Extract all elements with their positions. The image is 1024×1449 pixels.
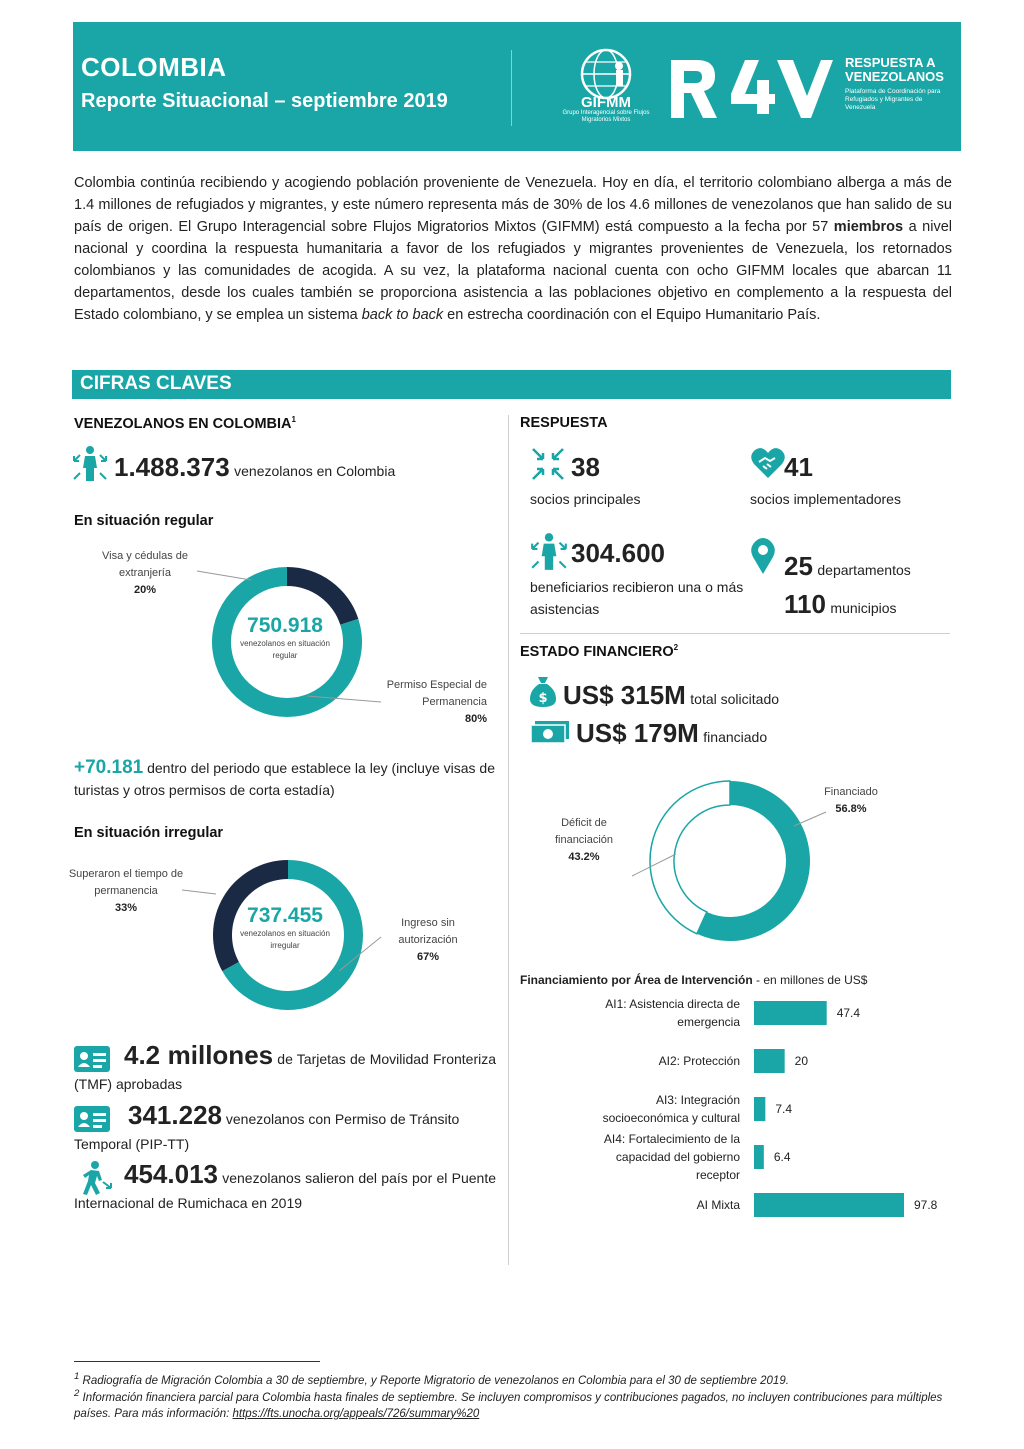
pip-block (74, 1100, 496, 1157)
extra-regular-value: +70.181 (74, 757, 144, 778)
regular-pep-pct: 80% (464, 713, 487, 725)
person-arrows-icon (72, 443, 108, 483)
intro-bold: miembros (833, 219, 904, 235)
socios-impl-label: socios implementadores (750, 491, 901, 507)
bar-value-label-2: 7.4 (775, 1102, 793, 1116)
bar-category-label-3: AI4: Fortalecimiento de la (603, 1132, 740, 1146)
map-pin-icon (750, 537, 776, 575)
intro-italic: back to back (361, 307, 444, 323)
financiado (576, 718, 767, 749)
funding-financiado-pct: 56.8% (835, 803, 867, 815)
leader-line (305, 693, 385, 707)
departamentos-value: 25 (784, 551, 813, 581)
financial-heading (520, 643, 678, 660)
irregular-donut-center (230, 904, 340, 952)
funding-deficit-pct: 43.2% (568, 851, 600, 863)
intro-paragraph (74, 172, 952, 326)
footnote-ref-2: 2 (673, 643, 679, 652)
bar-1 (754, 1049, 785, 1073)
beneficiarios-label: beneficiarios recibieron una o más asistencias (530, 579, 744, 617)
bar-0 (754, 1001, 827, 1025)
total-venezolanos-value: 1.488.373 (114, 452, 230, 482)
irregular-superaron-label: Superaron el tiempo de permanencia (68, 868, 184, 897)
departamentos (784, 551, 911, 582)
regular-visa-pct: 20% (133, 584, 157, 596)
page-title: COLOMBIA (81, 52, 227, 82)
financial-heading-text: ESTADO FINANCIERO (520, 643, 674, 660)
funding-bar-chart (520, 995, 950, 1235)
bar-category-label-3: capacidad del gobierno (615, 1150, 740, 1164)
bar-value-label-3: 6.4 (773, 1150, 791, 1164)
bar-category-label-4: AI Mixta (696, 1198, 740, 1212)
beneficiarios-value: 304.600 (571, 538, 665, 568)
footnote-2: $^2$ Información financiera parcial para Colombia hasta finales de septiembre. Se incluyen compromisos y contribuciones pagados, no incluyen contribuciones para múltiples países. Para más información: https://fts.unocha.org/appeals/726/summary%20 (74, 1388, 943, 1420)
header-divider (511, 50, 512, 126)
column-divider (508, 415, 509, 1265)
irregular-slice-label-ingreso (383, 915, 473, 966)
total-venezolanos-label: venezolanos en Colombia (234, 463, 396, 479)
irregular-ingreso-label: Ingreso sin autorización (398, 917, 458, 946)
socios-principales-label: socios principales (530, 491, 641, 507)
leader-line (180, 888, 220, 898)
solicitado (563, 680, 779, 711)
funding-chart-title (520, 973, 867, 987)
footnote-1-text: Radiografía de Migración Colombia a 30 de septiembre, y Reporte Migratorio de venezolanos en Colombia para el 30 de septiembre 2019. (82, 1374, 789, 1387)
tmf-text: de Tarjetas de Movilidad Fronteriza (TMF) aprobadas (74, 1051, 497, 1092)
person-arrows-icon (529, 530, 569, 572)
municipios-value: 110 (784, 589, 826, 619)
rumichaca-text: venezolanos salieron del país por el Puente Internacional de Rumichaca en 2019 (74, 1170, 496, 1211)
irregular-center-value: 737.455 (247, 904, 323, 927)
gifmm-name: GIFMM (581, 94, 631, 111)
funding-deficit-label: Déficit de financiación (554, 817, 614, 846)
regular-donut-center (230, 614, 340, 662)
total-venezolanos (114, 452, 395, 483)
socios-principales-value: 38 (571, 452, 600, 482)
bar-category-label-1: AI2: Protección (658, 1054, 740, 1068)
r4v-subtitle: Plataforma de Coordinación para Refugiados y Migrantes de Venezuela (845, 88, 941, 111)
municipios-label: municipios (830, 600, 897, 616)
irregular-heading: En situación irregular (74, 825, 224, 841)
header-banner (73, 22, 961, 151)
regular-center-label: venezolanos en situación regular (240, 639, 330, 660)
bar-category-label-0: emergencia (677, 1015, 740, 1029)
rumichaca-block (74, 1159, 496, 1216)
regular-slice-label-pep (377, 677, 487, 728)
regular-heading: En situación regular (74, 513, 214, 529)
venezolanos-heading (74, 415, 296, 432)
irregular-superaron-pct: 33% (114, 902, 138, 914)
funding-title-bold: Financiamiento por Área de Intervención (520, 973, 753, 987)
page-subtitle: Reporte Situacional – septiembre 2019 (81, 90, 448, 112)
handshake-heart-icon (750, 446, 786, 480)
leader-line (335, 935, 385, 975)
rumichaca-value: 454.013 (124, 1159, 218, 1189)
cash-icon (530, 720, 570, 744)
footnote-2-text: Información financiera parcial para Colombia hasta finales de septiembre. Se incluyen compromisos y contribuciones pagados, no incluyen contribuciones para múltiples países. Para más información: (74, 1391, 943, 1420)
bar-value-label-0: 47.4 (836, 1006, 861, 1020)
irregular-slice-label-superaron (62, 866, 190, 917)
solicitado-value: US$ 315M (563, 680, 686, 710)
municipios (784, 589, 897, 620)
socios-impl-value: 41 (784, 452, 813, 482)
extra-regular (74, 757, 496, 801)
bar-category-label-2: socioeconómica y cultural (602, 1111, 740, 1125)
bar-value-label-4: 97.8 (914, 1198, 938, 1212)
financiado-label: financiado (703, 729, 768, 745)
arrows-in-icon (530, 446, 566, 482)
footnote-ref-1: 1 (291, 415, 296, 424)
intro-text-1: Colombia continúa recibiendo y acogiendo población proveniente de Venezuela. Hoy en día, el territorio colombiano alberga a más de 1.4 millones de refugiados y migrantes, y este número representa más de 30% de los 4.6 millones de venezolanos que han salido de su país de origen. El Grupo Interagencial sobre Flujos Migratorios Mixtos (GIFMM) está compuesto a la fecha por 57 (74, 175, 952, 235)
leader-line (790, 810, 830, 830)
intro-text-2: a nivel nacional y coordina la respuesta humanitaria a favor de los refugiados y migrantes provenientes de Venezuela, los retornados colombianos y las comunidades de acogida. A su vez, la plataforma nacional cuenta con ocho GIFMM locales que abarcan 11 departamentos, desde los cuales también se proporciona asistencia a las poblaciones objetivo en complemento a la respuesta del Estado colombiano, y se emplea un sistema (74, 219, 952, 323)
section-divider (520, 633, 950, 634)
regular-center-value: 750.918 (247, 614, 323, 637)
tmf-value: 4.2 millones (124, 1040, 274, 1070)
funding-label-deficit (536, 815, 632, 866)
bar-value-label-1: 20 (794, 1054, 809, 1068)
bar-category-label-3: receptor (695, 1168, 740, 1182)
pip-value: 341.228 (128, 1100, 222, 1130)
extra-regular-text: dentro del periodo que establece la ley (incluye visas de turistas y otros permisos de corta estadía) (74, 760, 495, 798)
r4v-logo-icon (667, 56, 833, 122)
footnote-divider (74, 1361, 320, 1362)
bar-4 (754, 1193, 904, 1217)
regular-visa-label: Visa y cédulas de extranjería (101, 550, 189, 579)
respuesta-heading: RESPUESTA (520, 415, 608, 431)
irregular-ingreso-pct: 67% (416, 951, 440, 963)
funding-financiado-label: Financiado (824, 786, 878, 798)
bar-3 (754, 1145, 764, 1169)
financiado-value: US$ 179M (576, 718, 699, 748)
irregular-center-label: venezolanos en situación irregular (240, 929, 330, 950)
intro-text-3: en estrecha coordinación con el Equipo Humanitario País. (443, 307, 821, 323)
regular-slice-label-visa (90, 548, 200, 599)
pip-text: venezolanos con Permiso de Tránsito Temporal (PIP-TT) (74, 1111, 460, 1152)
key-figures-title: CIFRAS CLAVES (80, 373, 232, 394)
tmf-block (74, 1040, 497, 1097)
venezolanos-heading-text: VENEZOLANOS EN COLOMBIA (74, 415, 292, 432)
gifmm-full-name: Grupo Interagencial sobre Flujos Migratorios Mixtos (562, 110, 650, 123)
money-bag-icon (530, 675, 556, 707)
funding-title-rest: - en millones de US$ (752, 973, 868, 987)
footnote-1: $^1$ Radiografía de Migración Colombia a 30 de septiembre, y Reporte Migratorio de venezolanos en Colombia para el 30 de septiembre 2019. (74, 1371, 789, 1387)
svg-text:$: $ (538, 691, 548, 706)
bar-category-label-0: AI1: Asistencia directa de (605, 997, 740, 1011)
leader-line (195, 568, 255, 588)
bar-category-label-2: AI3: Integración (655, 1093, 740, 1107)
departamentos-label: departamentos (817, 562, 911, 578)
solicitado-label: total solicitado (690, 691, 780, 707)
fts-link[interactable]: https://fts.unocha.org/appeals/726/summary%20 (232, 1407, 480, 1420)
key-figures-bar (72, 370, 951, 399)
r4v-title: RESPUESTA A VENEZOLANOS (845, 55, 944, 84)
bar-2 (754, 1097, 765, 1121)
leader-line (630, 850, 680, 880)
regular-pep-label: Permiso Especial de Permanencia (386, 679, 487, 708)
